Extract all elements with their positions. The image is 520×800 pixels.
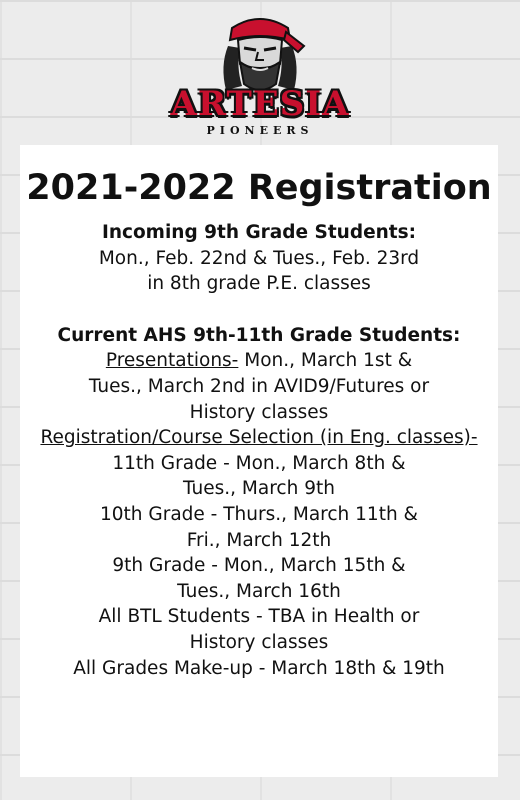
presentations-line-1 — [20, 348, 498, 374]
incoming-line-2: in 8th grade P.E. classes — [147, 273, 371, 295]
current-heading: Current AHS 9th-11th Grade Students: — [57, 324, 461, 346]
presentations-dates: Mon., March 1st & — [238, 350, 413, 372]
registration-details — [20, 220, 498, 681]
schedule-line: All BTL Students - TBA in Health or — [98, 606, 420, 628]
schedule-line: 10th Grade - Thurs., March 11th & — [100, 503, 418, 525]
schedule-line: Tues., March 16th — [177, 580, 341, 602]
incoming-line-1: Mon., Feb. 22nd & Tues., Feb. 23rd — [98, 247, 420, 269]
logo-subtitle: PIONEERS — [206, 124, 314, 137]
registration-label: Registration/Course Selection (in Eng. classes)- — [40, 427, 478, 449]
presentations-label: Presentations- — [105, 350, 239, 372]
page-title: 2021-2022 Registration — [26, 168, 492, 208]
presentations-line-2: Tues., March 2nd in AVID9/Futures or — [88, 375, 430, 397]
schedule-line: 11th Grade - Mon., March 8th & — [112, 452, 406, 474]
presentations-line-3: History classes — [189, 401, 329, 423]
artesia-pioneers-logo — [170, 6, 350, 138]
schedule-line: 9th Grade - Mon., March 15th & — [112, 555, 406, 577]
logo-wordmark: ARTESIA — [170, 84, 350, 124]
registration-card — [20, 145, 498, 777]
schedule-line: History classes — [189, 631, 329, 653]
pioneer-mascot-icon — [170, 6, 350, 96]
schedule-line: Tues., March 9th — [183, 478, 335, 500]
schedule-line: All Grades Make-up - March 18th & 19th — [73, 657, 445, 679]
section-spacer — [20, 297, 498, 323]
incoming-heading: Incoming 9th Grade Students: — [101, 222, 417, 243]
schedule-line: Fri., March 12th — [186, 529, 332, 551]
